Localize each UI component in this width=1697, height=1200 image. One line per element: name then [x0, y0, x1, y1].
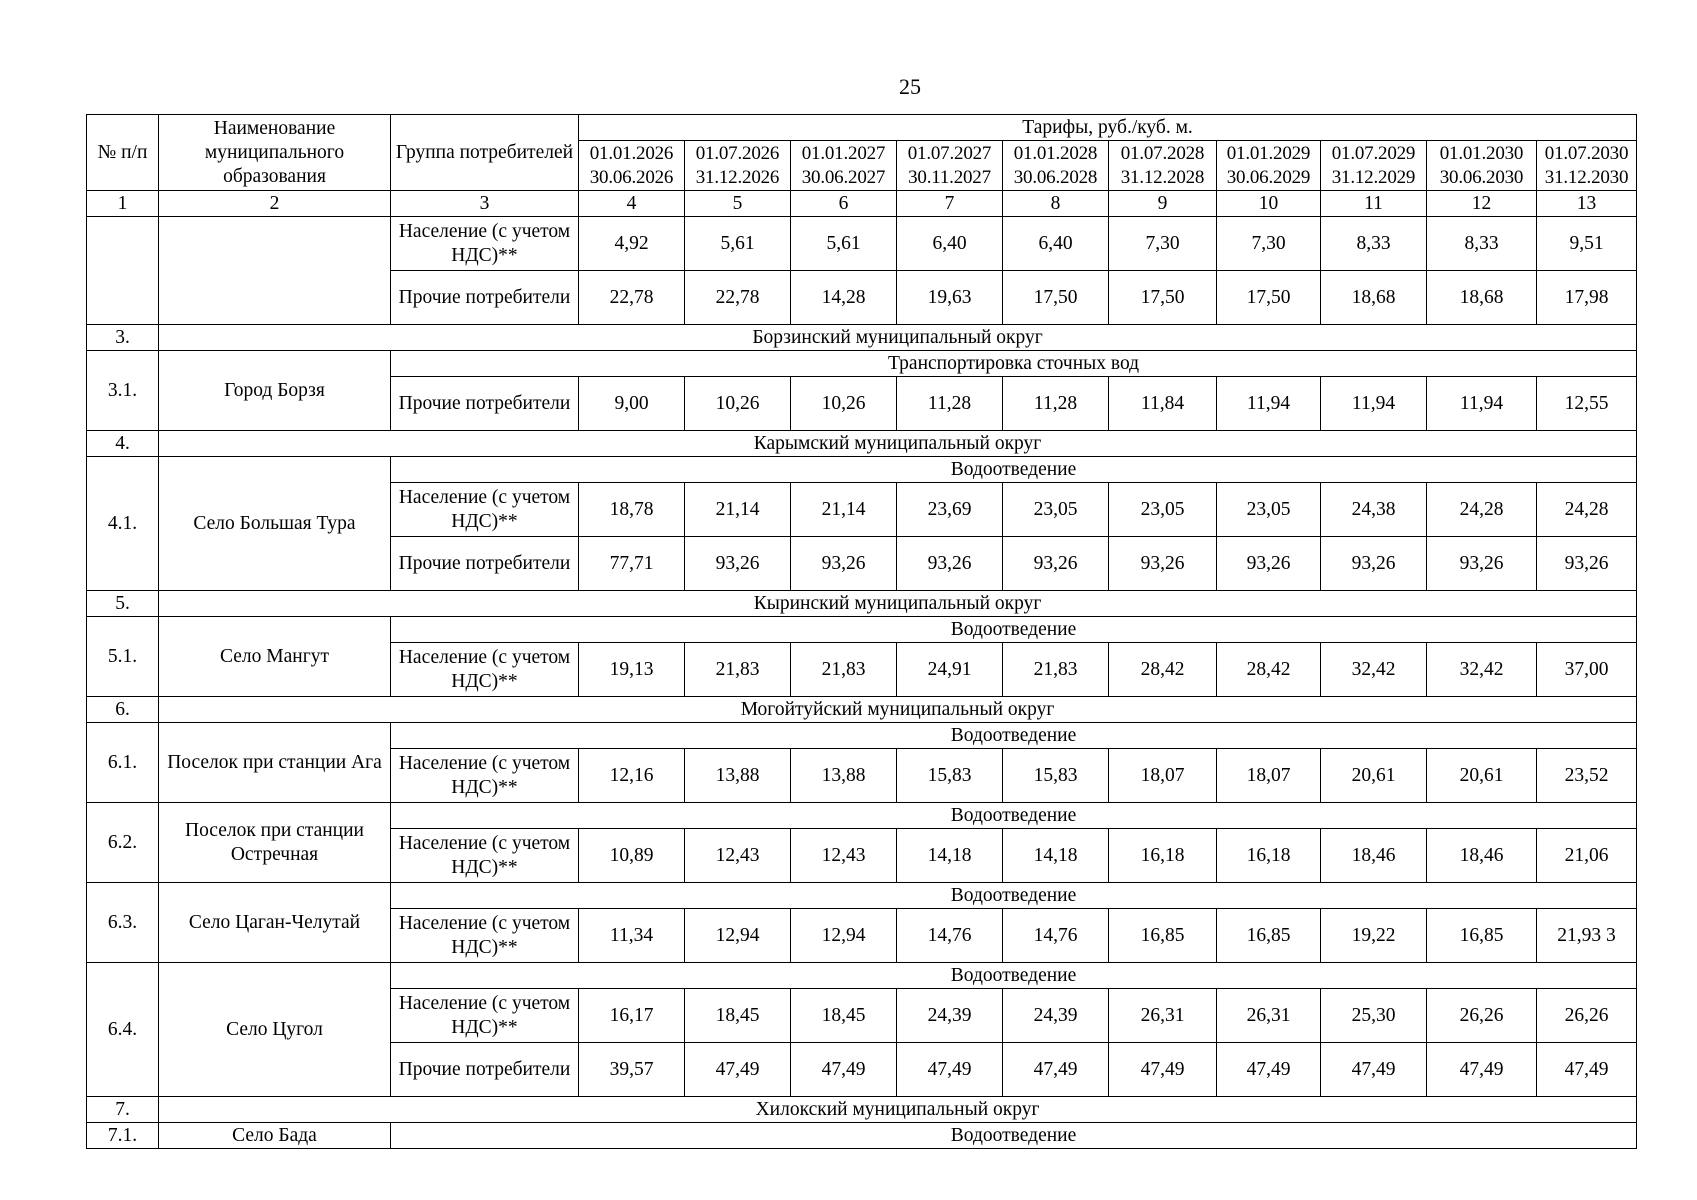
tariff-value: 18,45 — [791, 989, 897, 1043]
row-name-cell — [159, 217, 391, 325]
entity-num: 5.1. — [87, 617, 159, 697]
entity-num: 4.1. — [87, 457, 159, 591]
tariff-value: 22,78 — [579, 271, 685, 325]
entity-num: 3.1. — [87, 351, 159, 431]
tariff-value: 13,88 — [791, 749, 897, 803]
entity-name: Село Большая Тура — [159, 457, 391, 591]
tariff-value: 14,76 — [1003, 909, 1109, 963]
tariff-value: 12,55 — [1537, 377, 1637, 431]
consumer-group: Население (с учетом НДС)** — [391, 829, 579, 883]
tariff-value: 26,26 — [1537, 989, 1637, 1043]
tariff-value: 16,85 — [1217, 909, 1321, 963]
tariff-value: 17,98 — [1537, 271, 1637, 325]
tariff-value: 7,30 — [1109, 217, 1217, 271]
section-num: 6. — [87, 697, 159, 723]
service-type: Водоотведение — [391, 1123, 1637, 1149]
section-title: Карымский муниципальный округ — [159, 431, 1637, 457]
entity-name: Поселок при станции Ага — [159, 723, 391, 803]
service-row — [87, 1123, 1637, 1149]
section-num: 5. — [87, 591, 159, 617]
service-type: Водоотведение — [391, 723, 1637, 749]
header-tariffs: Тарифы, руб./куб. м. — [579, 115, 1637, 141]
tariff-value: 11,84 — [1109, 377, 1217, 431]
period-header: 01.07.2029 31.12.2029 — [1321, 141, 1427, 191]
tariff-value: 93,26 — [1217, 537, 1321, 591]
consumer-group: Прочие потребители — [391, 1043, 579, 1097]
tariff-value: 12,94 — [685, 909, 791, 963]
tariff-value: 32,42 — [1321, 643, 1427, 697]
section-title: Борзинский муниципальный округ — [159, 325, 1637, 351]
entity-name: Поселок при станции Остречная — [159, 803, 391, 883]
tariff-value: 16,17 — [579, 989, 685, 1043]
tariff-value: 18,68 — [1321, 271, 1427, 325]
tariff-value: 14,76 — [897, 909, 1003, 963]
tariff-value: 17,50 — [1003, 271, 1109, 325]
tariff-value: 13,88 — [685, 749, 791, 803]
tariff-value: 26,31 — [1109, 989, 1217, 1043]
tariff-value: 47,49 — [897, 1043, 1003, 1097]
service-type: Водоотведение — [391, 883, 1637, 909]
tariff-value: 25,30 — [1321, 989, 1427, 1043]
tariff-value: 47,49 — [685, 1043, 791, 1097]
entity-num: 6.4. — [87, 963, 159, 1097]
tariff-value: 8,33 — [1427, 217, 1537, 271]
tariff-value: 21,93 3 — [1537, 909, 1637, 963]
period-header: 01.01.2030 30.06.2030 — [1427, 141, 1537, 191]
page-number: 25 — [899, 74, 921, 99]
column-number: 2 — [159, 191, 391, 217]
section-num: 3. — [87, 325, 159, 351]
tariff-value: 18,46 — [1321, 829, 1427, 883]
tariff-value: 21,83 — [1003, 643, 1109, 697]
header-name: Наименование муниципального образования — [159, 115, 391, 191]
tariff-value: 11,94 — [1217, 377, 1321, 431]
tariff-value: 18,07 — [1217, 749, 1321, 803]
consumer-group: Население (с учетом НДС)** — [391, 749, 579, 803]
tariff-value: 47,49 — [791, 1043, 897, 1097]
service-type: Водоотведение — [391, 457, 1637, 483]
period-header: 01.01.2029 30.06.2029 — [1217, 141, 1321, 191]
tariff-value: 93,26 — [897, 537, 1003, 591]
consumer-group: Население (с учетом НДС)** — [391, 989, 579, 1043]
section-title: Хилокский муниципальный округ — [159, 1097, 1637, 1123]
tariff-value: 16,85 — [1109, 909, 1217, 963]
tariff-value: 12,43 — [791, 829, 897, 883]
tariff-value: 93,26 — [791, 537, 897, 591]
tariff-value: 17,50 — [1109, 271, 1217, 325]
tariff-value: 24,28 — [1537, 483, 1637, 537]
period-header: 01.07.2027 30.11.2027 — [897, 141, 1003, 191]
column-number: 7 — [897, 191, 1003, 217]
column-number: 9 — [1109, 191, 1217, 217]
entity-num: 6.3. — [87, 883, 159, 963]
tariff-value: 11,94 — [1321, 377, 1427, 431]
column-number: 1 — [87, 191, 159, 217]
tariff-value: 23,52 — [1537, 749, 1637, 803]
tariff-value: 12,94 — [791, 909, 897, 963]
tariff-value: 11,28 — [1003, 377, 1109, 431]
consumer-group: Население (с учетом НДС)** — [391, 217, 579, 271]
tariff-value: 28,42 — [1109, 643, 1217, 697]
tariff-value: 26,31 — [1217, 989, 1321, 1043]
table-row — [87, 217, 1637, 271]
tariff-value: 15,83 — [897, 749, 1003, 803]
entity-num: 6.1. — [87, 723, 159, 803]
tariff-value: 47,49 — [1217, 1043, 1321, 1097]
row-num-cell — [87, 217, 159, 325]
service-type: Водоотведение — [391, 803, 1637, 829]
tariff-value: 28,42 — [1217, 643, 1321, 697]
entity-name: Село Мангут — [159, 617, 391, 697]
section-row — [87, 325, 1637, 351]
service-row — [87, 351, 1637, 377]
tariff-value: 15,83 — [1003, 749, 1109, 803]
tariff-value: 12,43 — [685, 829, 791, 883]
tariff-value: 32,42 — [1427, 643, 1537, 697]
tariff-value: 18,68 — [1427, 271, 1537, 325]
tariff-value: 4,92 — [579, 217, 685, 271]
tariff-value: 77,71 — [579, 537, 685, 591]
section-row — [87, 591, 1637, 617]
tariff-value: 7,30 — [1217, 217, 1321, 271]
tariff-value: 11,28 — [897, 377, 1003, 431]
tariff-value: 6,40 — [897, 217, 1003, 271]
consumer-group: Население (с учетом НДС)** — [391, 483, 579, 537]
tariff-value: 10,26 — [685, 377, 791, 431]
service-type: Транспортировка сточных вод — [391, 351, 1637, 377]
section-num: 4. — [87, 431, 159, 457]
column-number: 8 — [1003, 191, 1109, 217]
tariff-value: 24,38 — [1321, 483, 1427, 537]
tariff-value: 20,61 — [1321, 749, 1427, 803]
tariff-value: 14,28 — [791, 271, 897, 325]
entity-name: Город Борзя — [159, 351, 391, 431]
tariff-value: 23,05 — [1003, 483, 1109, 537]
tariff-value: 10,89 — [579, 829, 685, 883]
tariff-value: 8,33 — [1321, 217, 1427, 271]
entity-name: Село Бада — [159, 1123, 391, 1149]
column-number: 11 — [1321, 191, 1427, 217]
column-number: 10 — [1217, 191, 1321, 217]
tariff-value: 93,26 — [1321, 537, 1427, 591]
tariff-value: 93,26 — [685, 537, 791, 591]
consumer-group: Прочие потребители — [391, 377, 579, 431]
service-row — [87, 883, 1637, 909]
section-row — [87, 431, 1637, 457]
tariff-value: 14,18 — [897, 829, 1003, 883]
tariff-value: 26,26 — [1427, 989, 1537, 1043]
tariff-value: 17,50 — [1217, 271, 1321, 325]
header-group: Группа потребителей — [391, 115, 579, 191]
tariff-value: 93,26 — [1427, 537, 1537, 591]
entity-num: 7.1. — [87, 1123, 159, 1149]
consumer-group: Население (с учетом НДС)** — [391, 909, 579, 963]
column-number: 4 — [579, 191, 685, 217]
tariff-value: 93,26 — [1109, 537, 1217, 591]
tariff-value: 24,39 — [1003, 989, 1109, 1043]
tariff-value: 5,61 — [685, 217, 791, 271]
tariff-value: 9,51 — [1537, 217, 1637, 271]
entity-name: Село Цугол — [159, 963, 391, 1097]
entity-num: 6.2. — [87, 803, 159, 883]
tariff-value: 24,28 — [1427, 483, 1537, 537]
period-header: 01.01.2027 30.06.2027 — [791, 141, 897, 191]
tariff-table — [86, 114, 1637, 1149]
tariff-value: 47,49 — [1003, 1043, 1109, 1097]
period-header: 01.07.2030 31.12.2030 — [1537, 141, 1637, 191]
tariff-value: 11,34 — [579, 909, 685, 963]
consumer-group: Прочие потребители — [391, 271, 579, 325]
consumer-group: Прочие потребители — [391, 537, 579, 591]
period-header: 01.01.2028 30.06.2028 — [1003, 141, 1109, 191]
column-number: 3 — [391, 191, 579, 217]
section-row — [87, 697, 1637, 723]
tariff-value: 16,85 — [1427, 909, 1537, 963]
tariff-value: 20,61 — [1427, 749, 1537, 803]
tariff-value: 47,49 — [1109, 1043, 1217, 1097]
tariff-value: 24,91 — [897, 643, 1003, 697]
tariff-value: 19,13 — [579, 643, 685, 697]
service-row — [87, 457, 1637, 483]
tariff-value: 23,05 — [1109, 483, 1217, 537]
tariff-value: 24,39 — [897, 989, 1003, 1043]
header-num: № п/п — [87, 115, 159, 191]
tariff-value: 16,18 — [1217, 829, 1321, 883]
tariff-value: 21,06 — [1537, 829, 1637, 883]
column-number: 6 — [791, 191, 897, 217]
tariff-value: 47,49 — [1537, 1043, 1637, 1097]
tariff-value: 10,26 — [791, 377, 897, 431]
service-row — [87, 723, 1637, 749]
tariff-value: 18,45 — [685, 989, 791, 1043]
tariff-value: 37,00 — [1537, 643, 1637, 697]
service-type: Водоотведение — [391, 963, 1637, 989]
tariff-value: 19,22 — [1321, 909, 1427, 963]
column-number: 13 — [1537, 191, 1637, 217]
tariff-value: 18,46 — [1427, 829, 1537, 883]
tariff-value: 14,18 — [1003, 829, 1109, 883]
period-header: 01.01.2026 30.06.2026 — [579, 141, 685, 191]
entity-name: Село Цаган-Челутай — [159, 883, 391, 963]
tariff-value: 6,40 — [1003, 217, 1109, 271]
section-title: Могойтуйский муниципальный округ — [159, 697, 1637, 723]
tariff-value: 47,49 — [1427, 1043, 1537, 1097]
tariff-value: 19,63 — [897, 271, 1003, 325]
tariff-value: 21,14 — [685, 483, 791, 537]
tariff-value: 11,94 — [1427, 377, 1537, 431]
consumer-group: Население (с учетом НДС)** — [391, 643, 579, 697]
column-number-row — [87, 191, 1637, 217]
tariff-value: 93,26 — [1537, 537, 1637, 591]
service-row — [87, 617, 1637, 643]
tariff-value: 21,83 — [791, 643, 897, 697]
section-num: 7. — [87, 1097, 159, 1123]
period-header: 01.07.2026 31.12.2026 — [685, 141, 791, 191]
tariff-value: 23,05 — [1217, 483, 1321, 537]
tariff-value: 12,16 — [579, 749, 685, 803]
tariff-value: 9,00 — [579, 377, 685, 431]
service-type: Водоотведение — [391, 617, 1637, 643]
tariff-value: 47,49 — [1321, 1043, 1427, 1097]
tariff-value: 93,26 — [1003, 537, 1109, 591]
tariff-value: 5,61 — [791, 217, 897, 271]
tariff-value: 39,57 — [579, 1043, 685, 1097]
column-number: 5 — [685, 191, 791, 217]
tariff-value: 18,07 — [1109, 749, 1217, 803]
tariff-value: 18,78 — [579, 483, 685, 537]
tariff-value: 16,18 — [1109, 829, 1217, 883]
section-title: Кыринский муниципальный округ — [159, 591, 1637, 617]
tariff-value: 21,83 — [685, 643, 791, 697]
section-row — [87, 1097, 1637, 1123]
service-row — [87, 963, 1637, 989]
tariff-value: 22,78 — [685, 271, 791, 325]
tariff-value: 21,14 — [791, 483, 897, 537]
period-header: 01.07.2028 31.12.2028 — [1109, 141, 1217, 191]
tariff-value: 23,69 — [897, 483, 1003, 537]
service-row — [87, 803, 1637, 829]
column-number: 12 — [1427, 191, 1537, 217]
